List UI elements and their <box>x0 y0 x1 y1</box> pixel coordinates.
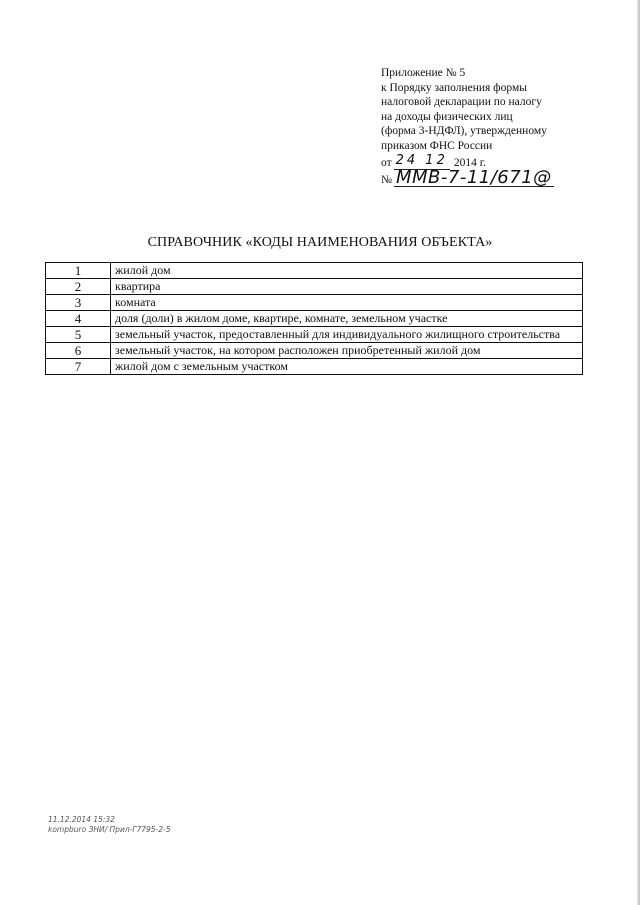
annex-header <box>381 66 601 187</box>
annex-line: Приложение № 5 <box>381 67 466 79</box>
name-cell: земельный участок, на котором расположен приобретенный жилой дом <box>111 343 583 359</box>
table-row <box>46 327 583 343</box>
table-row <box>46 263 583 279</box>
code-cell: 6 <box>46 343 111 359</box>
handwritten-date: 24 12 <box>395 153 448 168</box>
annex-line: налоговой декларации по налогу <box>381 96 542 108</box>
name-cell: земельный участок, предоставленный для индивидуального жилищного строительства <box>111 327 583 343</box>
table-row <box>46 295 583 311</box>
annex-line: (форма 3-НДФЛ), утвержденному <box>381 125 547 137</box>
name-cell: жилой дом с земельным участком <box>111 359 583 375</box>
code-cell: 4 <box>46 311 111 327</box>
handwritten-order-number: ММВ-7-11/671@ <box>395 167 552 188</box>
table-row <box>46 279 583 295</box>
table-row <box>46 359 583 375</box>
annex-line: приказом ФНС России <box>381 139 493 152</box>
date-suffix: 2014 г. <box>453 156 487 169</box>
annex-line: на доходы физических лиц <box>381 110 513 123</box>
name-cell: комната <box>111 295 583 311</box>
table-row <box>46 343 583 359</box>
name-cell: квартира <box>111 279 583 295</box>
document-title: СПРАВОЧНИК «КОДЫ НАИМЕНОВАНИЯ ОБЪЕКТА» <box>147 235 493 250</box>
table-row <box>46 311 583 327</box>
code-cell: 2 <box>46 279 111 295</box>
code-cell: 5 <box>46 327 111 343</box>
code-cell: 1 <box>46 263 111 279</box>
code-cell: 3 <box>46 295 111 311</box>
footer-stamp <box>48 815 171 835</box>
name-cell: жилой дом <box>111 263 583 279</box>
number-prefix: № <box>381 173 392 186</box>
footer-timestamp: 11.12.2014 15:32 <box>48 815 115 824</box>
order-number-line <box>381 167 601 188</box>
date-prefix: от <box>381 156 392 169</box>
codes-table <box>45 262 583 375</box>
code-cell: 7 <box>46 359 111 375</box>
annex-line: к Порядку заполнения формы <box>381 81 527 94</box>
footer-file-path: kompburo ЗНИ/ Прил-Г7795-2-5 <box>48 825 171 834</box>
name-cell: доля (доли) в жилом доме, квартире, комнате, земельном участке <box>111 311 583 327</box>
